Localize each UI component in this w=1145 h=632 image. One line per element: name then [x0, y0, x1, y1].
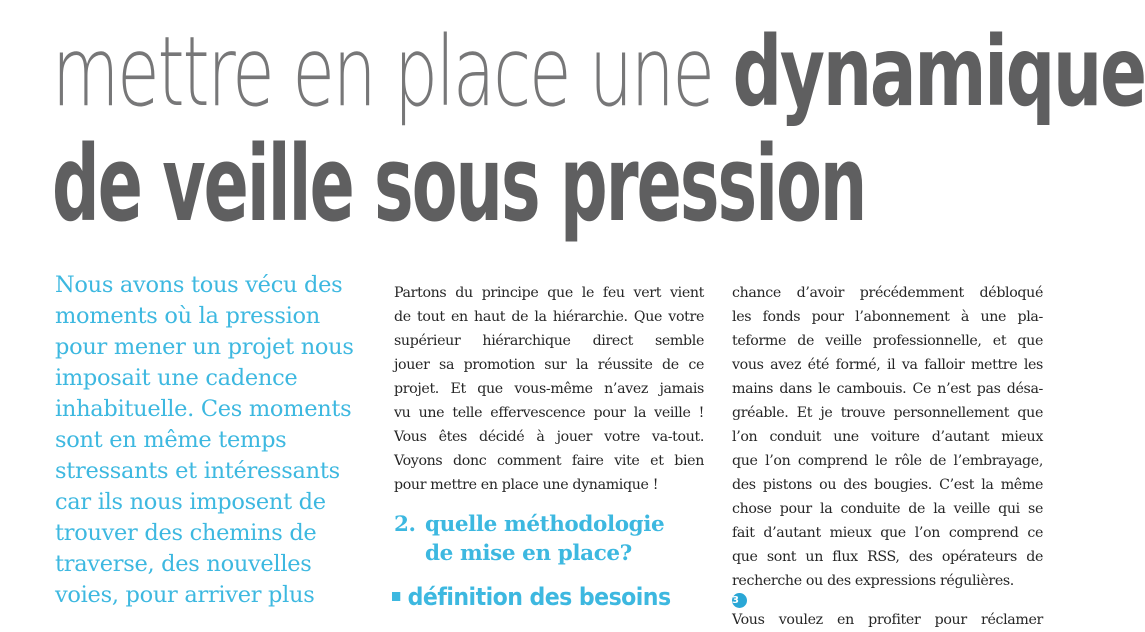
lead-line: trouver des chemins de	[55, 520, 317, 546]
body-line: mains dans le cambouis. Ce n’est pas désa-	[732, 381, 1043, 397]
numbered-item	[732, 593, 1043, 632]
lead-line: pour mener un projet nous	[55, 334, 354, 360]
section-title-line-2: de mise en place?	[425, 541, 632, 566]
body-line: que sont un flux RSS, des opérateurs de	[732, 549, 1043, 565]
body-line: que l’on comprend le rôle de l’embrayage,	[732, 453, 1043, 469]
lead-line: stressants et intéressants	[55, 458, 340, 484]
body-line: fait d’autant mieux que l’on comprend ce	[732, 525, 1043, 541]
body-line: Voyons donc comment faire vite et bien	[394, 453, 704, 469]
title-light-part: mettre en place une	[52, 16, 733, 128]
body-line: Partons du principe que le feu vert vient	[394, 285, 704, 301]
subsection-title: définition des besoins	[407, 583, 671, 611]
body-line: recherche ou des expressions régulières.	[732, 573, 1014, 589]
body-line: chance d’avoir précédemment débloqué	[732, 285, 1043, 301]
numbered-item-text: Vous voulez en profiter pour réclamer	[732, 612, 1043, 628]
lead-line: traverse, des nouvelles	[55, 551, 312, 577]
lead-line: imposait une cadence	[55, 365, 298, 391]
body-line: gréable. Et je trouve personnellement que	[732, 405, 1043, 421]
subsection-heading	[392, 582, 671, 612]
body-line: pour mettre en place une dynamique !	[394, 477, 659, 493]
lead-line: Nous avons tous vécu des	[55, 272, 343, 298]
body-line: l’on conduit une voiture d’autant mieux	[732, 429, 1043, 445]
body-line: de tout en haut de la hiérarchie. Que votre	[394, 309, 704, 325]
lead-line: car ils nous imposent de	[55, 489, 326, 515]
body-line: teforme de veille professionnelle, et que	[732, 333, 1043, 349]
lead-paragraph	[55, 270, 375, 611]
lead-line: voies, pour arriver plus	[55, 582, 315, 608]
body-line: Vous êtes décidé à jouer votre va-tout.	[394, 429, 704, 445]
body-column-right	[732, 281, 1043, 632]
title-line-2: de veille sous pression	[52, 123, 866, 245]
body-line: vu une telle effervescence pour la veille !	[394, 405, 704, 421]
lead-line: inhabituelle. Ces moments	[55, 396, 352, 422]
square-bullet-icon	[392, 592, 400, 601]
lead-line: sont en même temps	[55, 427, 287, 453]
title-line-1	[52, 16, 1145, 128]
title-bold-part: dynamique	[732, 16, 1145, 128]
body-line: projet. Et que vous-même n’avez jamais	[394, 381, 704, 397]
body-column-middle	[394, 281, 704, 497]
body-line: des pistons ou des bougies. C’est la même	[732, 477, 1043, 493]
body-line: supérieur hiérarchique direct semble	[394, 333, 704, 349]
body-line: les fonds pour l’abonnement à une pla-	[732, 309, 1043, 325]
circled-number-icon: 3	[732, 593, 747, 608]
body-line: vous avez été formé, il va falloir mettre les	[732, 357, 1043, 373]
section-heading	[394, 510, 664, 568]
section-number: 2.	[394, 512, 416, 537]
body-line: jouer sa promotion sur la réussite de ce	[394, 357, 704, 373]
body-line: chose pour la conduite de la veille qui se	[732, 501, 1043, 517]
lead-line: moments où la pression	[55, 303, 320, 329]
section-title-line-1: quelle méthodologie	[425, 512, 665, 537]
